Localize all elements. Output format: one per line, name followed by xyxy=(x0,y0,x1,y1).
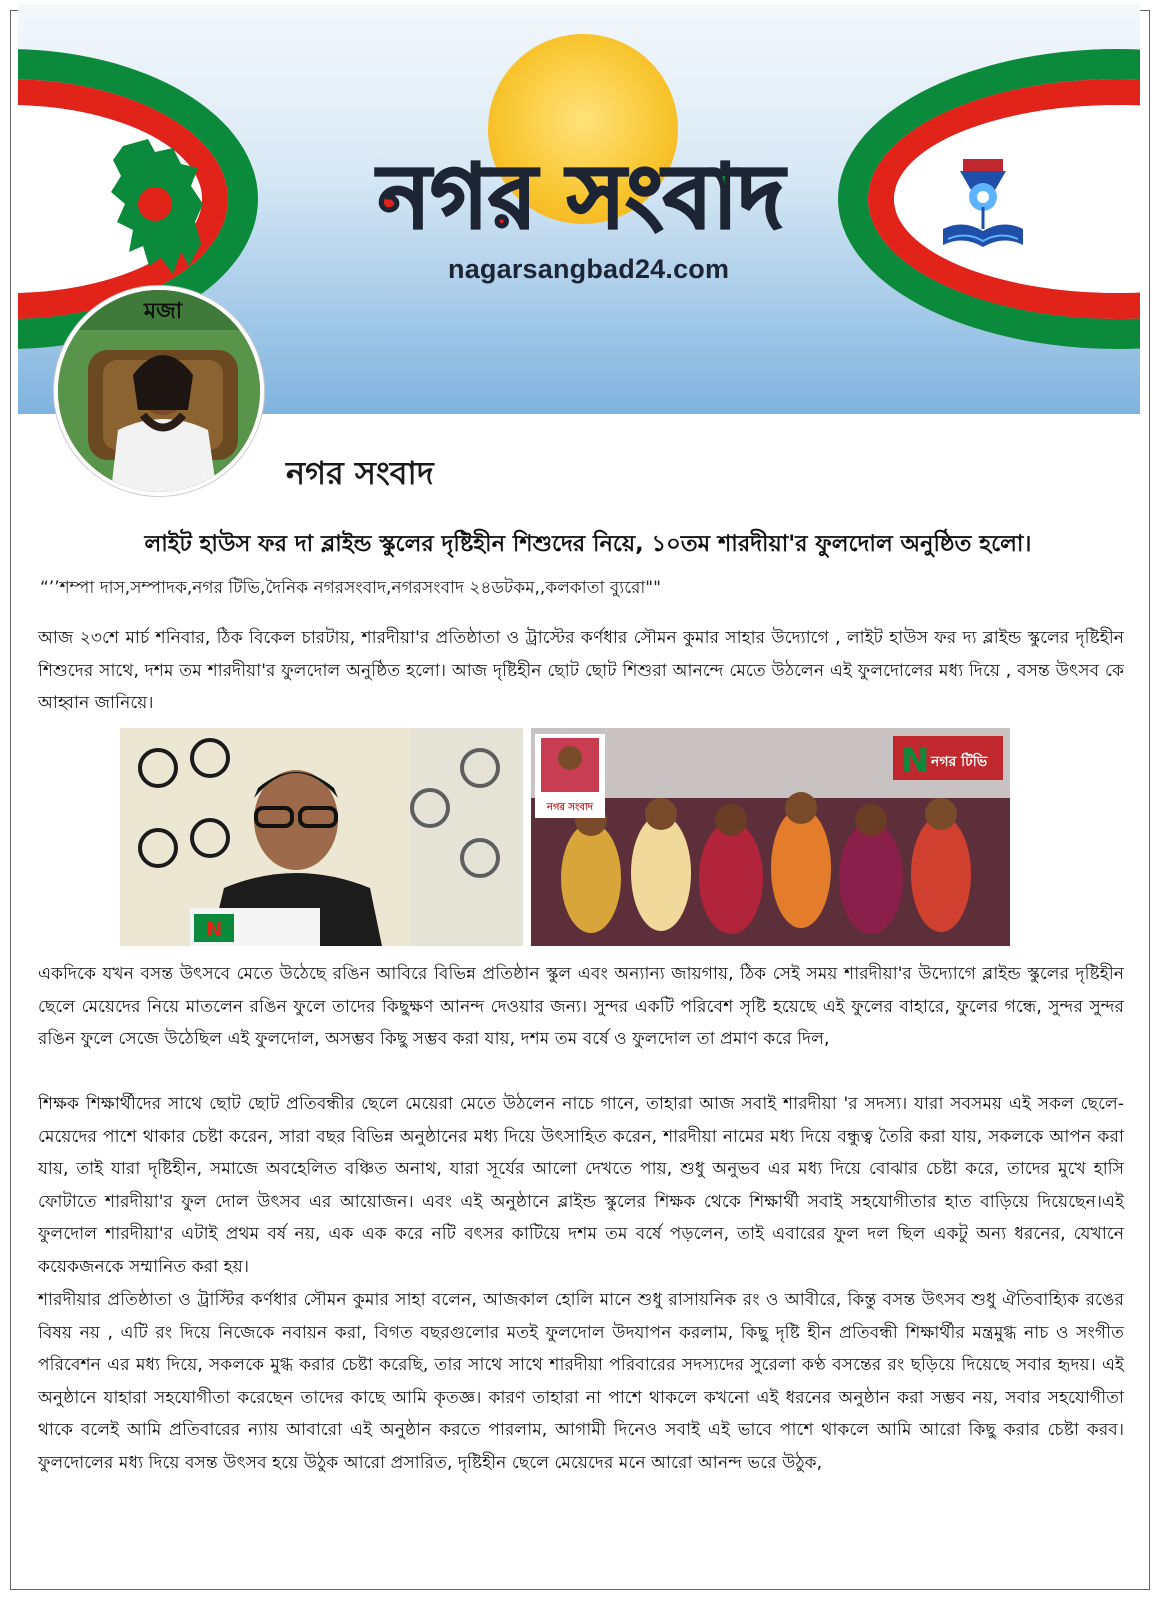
photo-logo-text: নগর টিভি xyxy=(931,754,988,770)
avatar-photo xyxy=(58,290,264,496)
interview-photo[interactable] xyxy=(120,728,523,946)
dance-event-photo[interactable] xyxy=(531,728,1010,946)
article-byline: “’’শম্পা দাস,সম্পাদক,নগর টিভি,দৈনিক নগরসংবাদ,নগরসংবাদ ২৪ডটকম,,কলকাতা ব্যুরো"" xyxy=(40,578,661,598)
article-paragraph-3: শিক্ষক শিক্ষার্থীদের সাথে ছোট ছোট প্রতিবন্ধীর ছেলে মেয়েরা মেতে উঠলেন নাচে গানে, তাহারা আজ সবাই শারদীয়া 'র সদস্য। যারা সবসময় এই সকল ছেলে-মেয়েদের পাশে থাকার চেষ্টা করেন, সারা বছর বিভিন্ন অনুষ্ঠানের মধ্য দিয়ে উৎসাহিত করেন, শারদীয়া নামের মধ্য দিয়ে বন্ধুত্ব তৈরি করা যায়, সকলকে আপন করা যায়, তাই যারা দৃষ্টিহীন, সমাজে অবহেলিত বঞ্চিত অনাথ, যারা সূর্যের আলো দেখতে পায়, শুধু অনুভব এর মধ্য দিয়ে বোঝার চেষ্টা করে, তাদের মুখে হাসি ফোটাতে শারদীয়া'র ফুল দোল উৎসব এর আয়োজন। এবং এই অনুষ্ঠানে ব্লাইন্ড স্কুলের শিক্ষক থেকে শিক্ষার্থী সবাই সহযোগীতার হাত বাড়িয়ে দিয়েছেন।এই ফুলদোল শারদীয়া'র এটাই প্রথম বর্ষ নয়, এক এক করে নটি বৎসর কাটিয়ে দশম তম বর্ষে পড়লেন, তাই এবারের ফুল দল ছিল একটু অন্য ধরনের, যেখানে কয়েকজনকে সম্মানিত করা হয়। xyxy=(38,1094,1124,1277)
site-url[interactable]: nagarsangbad24.com xyxy=(448,254,730,284)
avatar-caption: মজা xyxy=(143,299,183,324)
svg-text:N: N xyxy=(901,741,930,781)
article-paragraph-1: আজ ২৩শে মার্চ শনিবার, ঠিক বিকেল চারটায়, শারদীয়া'র প্রতিষ্ঠাতা ও ট্রাস্টের কর্ণধার সৌমন কুমার সাহার উদ্যোগে , লাইট হাউস ফর দ্য ব্লাইন্ড স্কুলের দৃষ্টিহীন শিশুদের সাথে, দশম তম শারদীয়া'র ফুলদোল অনুষ্ঠিত হলো। আজ দৃষ্টিহীন ছোট ছোট শিশুরা আনন্দে মেতে উঠলেন এই ফুলদোলের মধ্য দিয়ে , বসন্ত উৎসব কে আহ্বান জানিয়ে। xyxy=(38,628,1124,714)
bangladesh-map-icon xyxy=(103,134,213,284)
avatar[interactable] xyxy=(54,286,264,496)
svg-text:N: N xyxy=(205,917,223,941)
pen-book-icon xyxy=(938,149,1028,259)
profile-name[interactable]: নগর সংবাদ xyxy=(286,454,434,492)
inset-caption: নগর সংবাদ xyxy=(546,802,594,813)
article-headline: লাইট হাউস ফর দা ব্লাইন্ড স্কুলের দৃষ্টিহীন শিশুদের নিয়ে, ১০তম শারদীয়া'র ফুলদোল অনুষ্ঠিত হলো। xyxy=(144,531,1032,557)
article-paragraph-4: শারদীয়ার প্রতিষ্ঠাতা ও ট্রাস্টির কর্ণধার সৌমন কুমার সাহা বলেন, আজকাল হোলি মানে শুধু রাসায়নিক রং ও আবীরে, কিন্তু বসন্ত উৎসব শুধু ঐতিবাহ্যিক রঙের বিষয় নয় , এটি রং দিয়ে নিজেকে নবায়ন করা, বিগত বছরগুলোর মতই ফুলদোল উদযাপন করলাম, কিছু দৃষ্টি হীন প্রতিবন্ধী শিক্ষার্থীর মন্ত্রমুগ্ধ নাচ ও সংগীত পরিবেশন এর মধ্য দিয়ে, সকলকে মুগ্ধ করার চেষ্টা করেছি, তার সাথে সাথে শারদীয়া পরিবারের সদস্যদের সুরেলা কণ্ঠ বসন্তের রং ছড়িয়ে দিয়েছে সবার হৃদয়। এই অনুষ্ঠানে যাহারা সহযোগীতা করেছেন তাদের কাছে আমি কৃতজ্ঞ। কারণ তাহারা না পাশে থাকলে কখনো এই ধরনের অনুষ্ঠান করা সম্ভব নয়, সবার সহযোগীতা থাকে বলেই আমি প্রতিবারের ন্যায় আবারো এই অনুষ্ঠান করতে পারলাম, আগামী দিনেও সবাই এই ভাবে পাশে থাকলে আমি আরো কিছু করার চেষ্টা করব। ফুলদোলের মধ্য দিয়ে বসন্ত উৎসব হয়ে উঠুক আরো প্রসারিত, দৃষ্টিহীন ছেলে মেয়েদের মনে আরো আনন্দ ভরে উঠুক, xyxy=(38,1290,1124,1473)
article-paragraph-2: একদিকে যখন বসন্ত উৎসবে মেতে উঠেছে রঙিন আবিরে বিভিন্ন প্রতিষ্ঠান স্কুল এবং অন্যান্য জায়গায়, ঠিক সেই সময় শারদীয়া'র উদ্যোগে ব্লাইন্ড স্কুলের দৃষ্টিহীন ছেলে মেয়েদের নিয়ে মাতলেন রঙিন ফুলে তাদের কিছুক্ষণ আনন্দ দেওয়ার জন্য। সুন্দর একটি পরিবেশ সৃষ্টি হয়েছে এই ফুলের বাহারে, ফুলের গন্ধে, সুন্দর সুন্দর রঙিন ফুলে সেজে উঠেছিল এই ফুলদোল, অসম্ভব কিছু সম্ভব করা যায়, দশম তম বর্ষে ও ফুলদোল তা প্রমাণ করে দিল, xyxy=(38,964,1124,1050)
photo-strip xyxy=(120,728,1010,946)
logo-wordmark: নগর সংবাদ xyxy=(378,145,784,248)
nagar-sangbad-logo xyxy=(346,132,816,257)
